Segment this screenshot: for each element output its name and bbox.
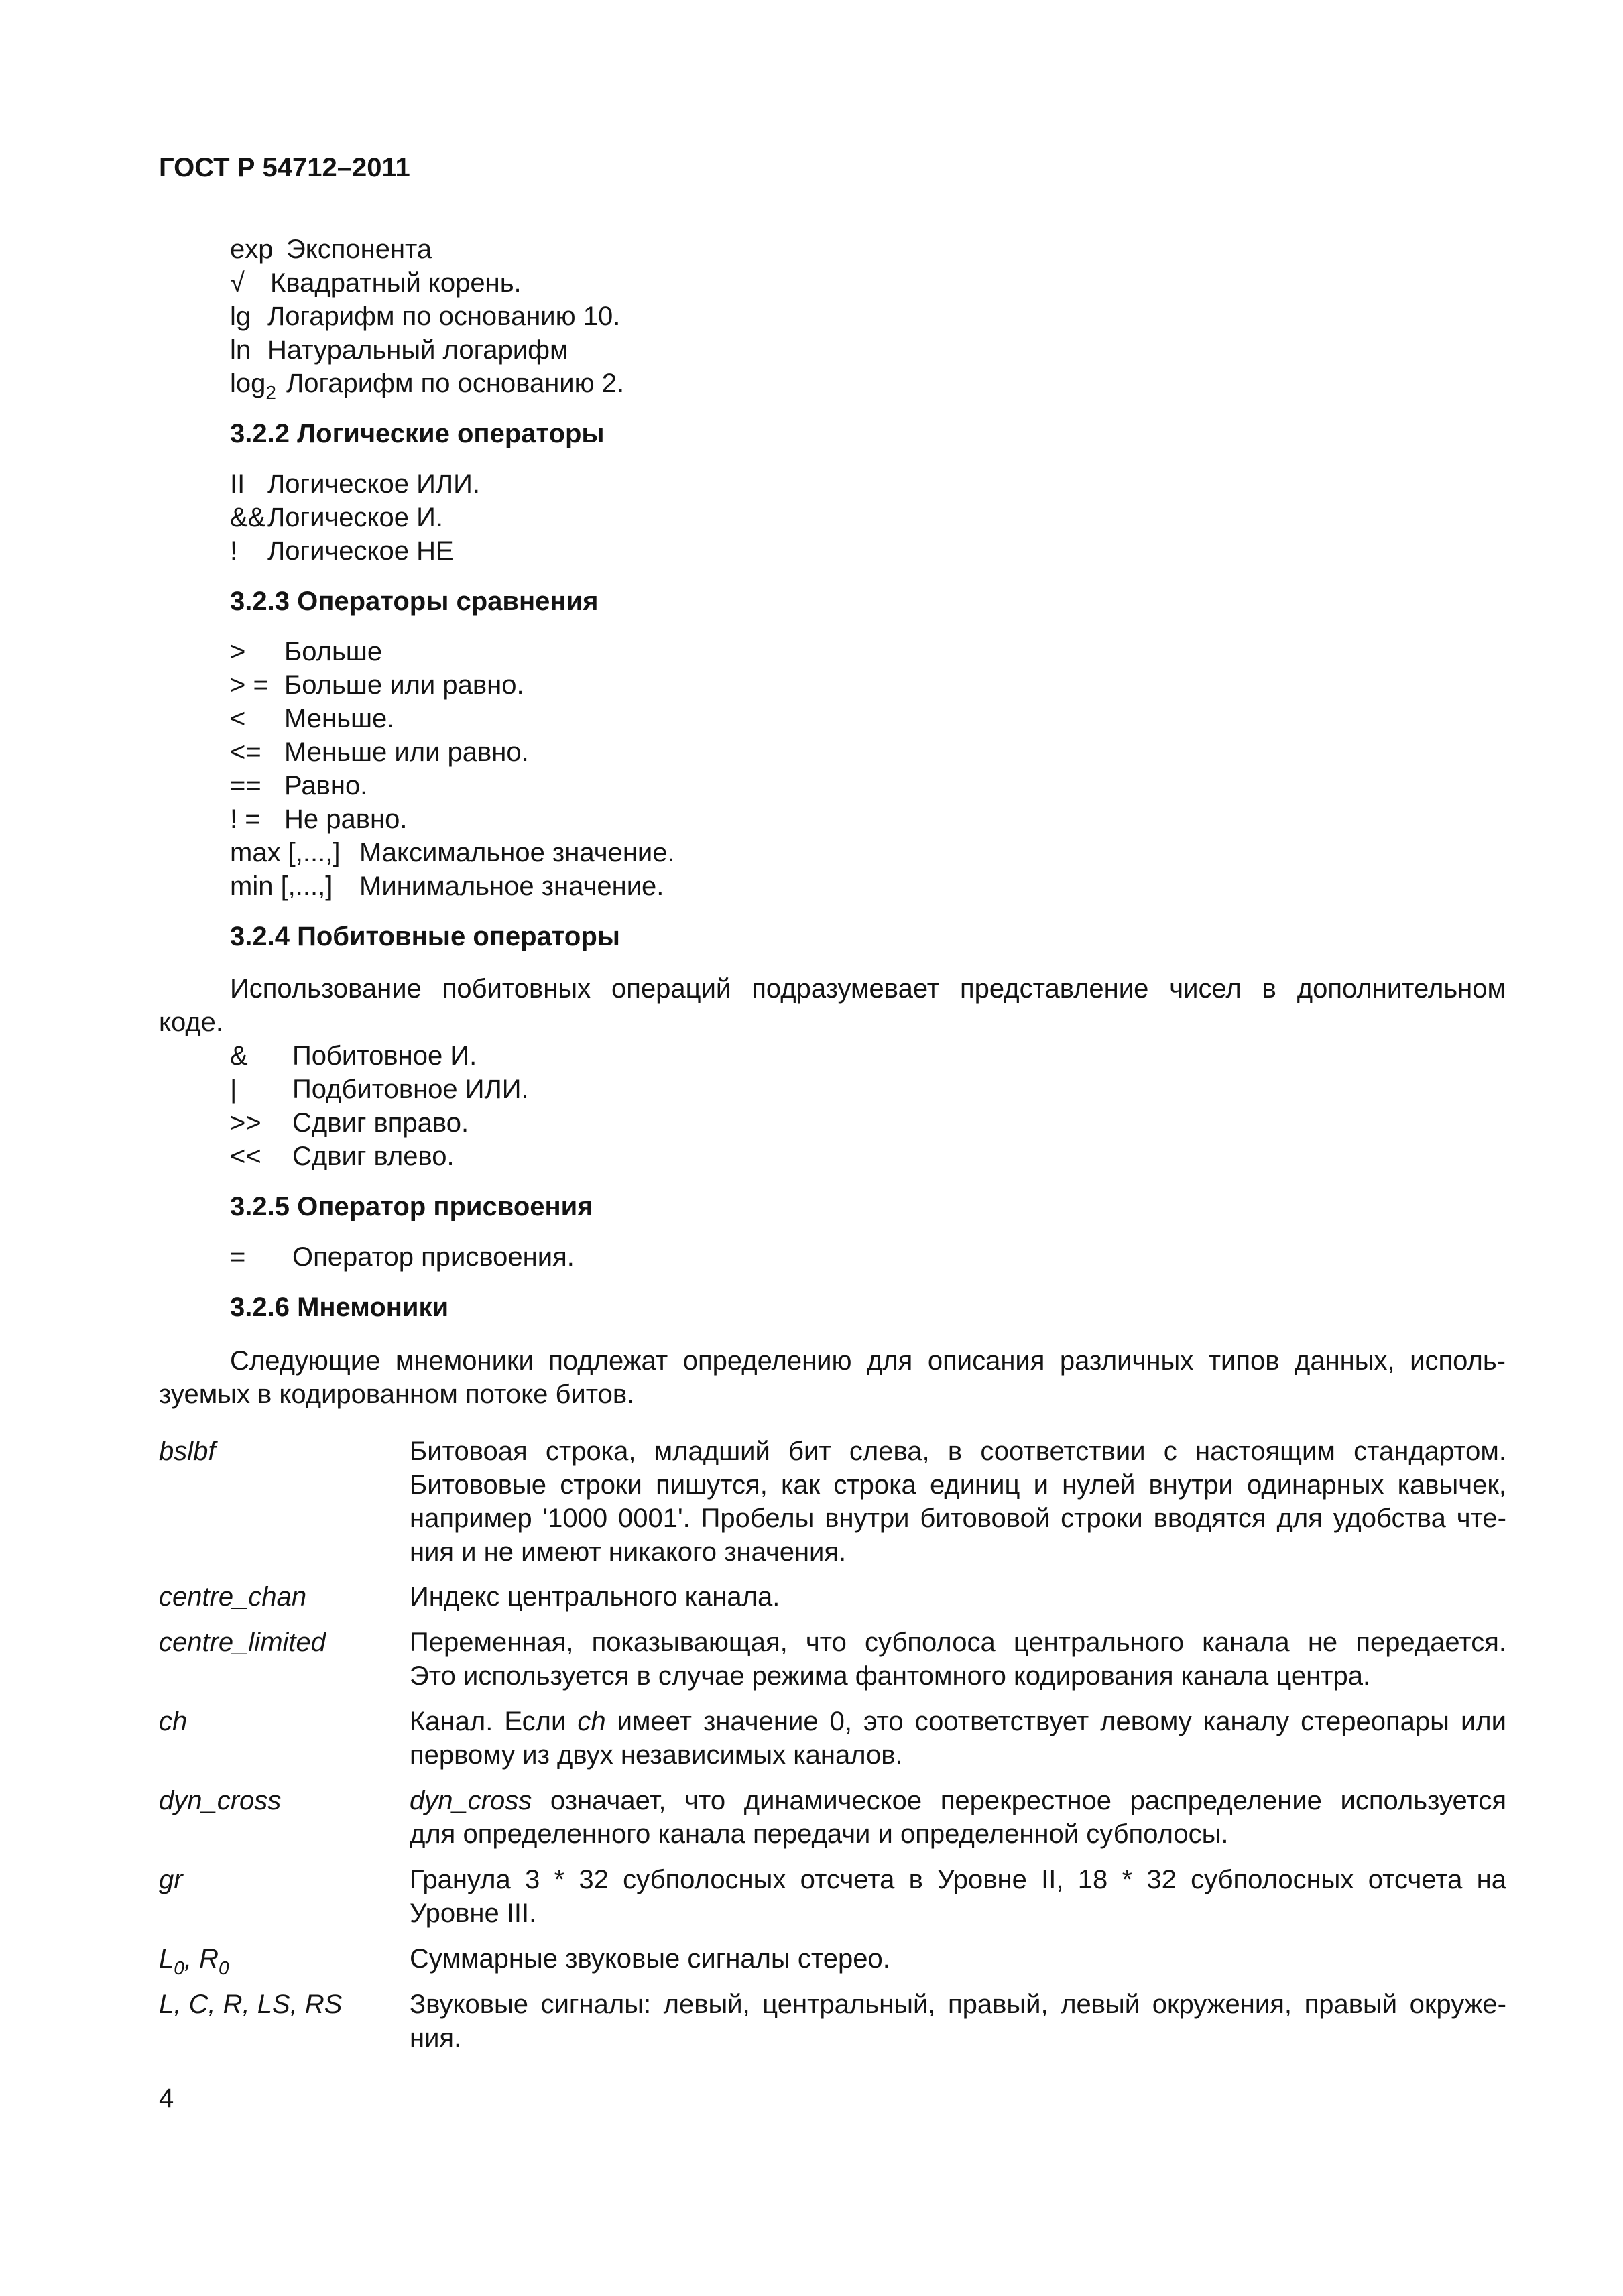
mnemonic-definition bbox=[410, 1942, 1506, 1976]
operator-symbol: ! = bbox=[230, 804, 261, 834]
paragraph-line: коде. bbox=[159, 1008, 224, 1037]
mnemonic-term: dyn_cross bbox=[159, 1786, 282, 1815]
definition-line: dyn_cross означает, что динамическое перекрестное распределение используется bbox=[410, 1786, 1506, 1815]
operator-symbol: min [,...,] bbox=[230, 871, 333, 901]
function-description: Логарифм по основанию 2. bbox=[286, 369, 625, 398]
operator-symbol: <= bbox=[230, 737, 261, 767]
operator-description: Равно. bbox=[284, 771, 368, 800]
operator-description: Оператор присвоения. bbox=[292, 1242, 575, 1272]
operator-symbol: == bbox=[230, 771, 261, 800]
inline-term: ch bbox=[577, 1707, 606, 1736]
definition-line: ния. bbox=[410, 2023, 462, 2053]
operator-description: Логическое ИЛИ. bbox=[267, 469, 480, 499]
operator-description: Больше bbox=[284, 637, 383, 666]
mnemonic-term: ch bbox=[159, 1707, 188, 1736]
mnemonic-definition bbox=[410, 1705, 1506, 1772]
subscript: 2 bbox=[265, 382, 276, 403]
operator-symbol: & bbox=[230, 1041, 248, 1071]
paragraph-line: Использование побитовных операций подразумевает представление чисел в дополнительном bbox=[230, 974, 1506, 1004]
definition-line: например '1000 0001'. Пробелы внутри битововой строки вводятся для удобства чте- bbox=[410, 1504, 1506, 1533]
operator-symbol: | bbox=[230, 1075, 237, 1104]
mnemonic-term: L, C, R, LS, RS bbox=[159, 1990, 343, 2019]
operator-description: Максимальное значение. bbox=[359, 838, 675, 867]
function-symbol: lg bbox=[230, 302, 251, 331]
operator-description: Не равно. bbox=[284, 804, 408, 834]
operator-symbol: II bbox=[230, 469, 245, 499]
mnemonic-term: gr bbox=[159, 1865, 183, 1894]
definition-line: Звуковые сигналы: левый, центральный, правый, левый окружения, правый окруже- bbox=[410, 1990, 1506, 2019]
operator-description: Минимальное значение. bbox=[359, 871, 664, 901]
operator-symbol: < bbox=[230, 704, 246, 733]
operator-description: Больше или равно. bbox=[284, 670, 524, 700]
operator-description: Меньше. bbox=[284, 704, 395, 733]
page-number: 4 bbox=[159, 2083, 174, 2113]
mnemonic-term: centre_chan bbox=[159, 1582, 307, 1612]
paragraph-line: Следующие мнемоники подлежат определению для описания различных типов данных, исполь- bbox=[230, 1346, 1506, 1376]
operator-symbol: << bbox=[230, 1142, 261, 1171]
operator-symbol: >> bbox=[230, 1108, 261, 1138]
operator-description: Подбитовное ИЛИ. bbox=[292, 1075, 529, 1104]
mnemonic-definition bbox=[410, 1784, 1506, 1851]
definition-line: Уровне III. bbox=[410, 1898, 537, 1928]
mnemonic-definition bbox=[410, 1863, 1506, 1930]
definition-line: для определенного канала передачи и определенной субполосы. bbox=[410, 1819, 1229, 1849]
function-description: Натуральный логарифм bbox=[267, 335, 568, 365]
function-symbol: exp bbox=[230, 235, 274, 264]
definition-line: Это используется в случае режима фантомного кодирования канала центра. bbox=[410, 1661, 1371, 1691]
section-heading: 3.2.4 Побитовные операторы bbox=[230, 922, 620, 951]
function-description: Логарифм по основанию 10. bbox=[267, 302, 621, 331]
definition-line: Битововые строки пишутся, как строка единиц и нулей внутри одинарных кавычек, bbox=[410, 1470, 1506, 1500]
function-symbol: ln bbox=[230, 335, 251, 365]
definition-line: ния и не имеют никакого значения. bbox=[410, 1537, 847, 1567]
section-heading: 3.2.3 Операторы сравнения bbox=[230, 587, 599, 616]
operator-description: Сдвиг вправо. bbox=[292, 1108, 469, 1138]
definition-line: Переменная, показывающая, что субполоса центрального канала не передается. bbox=[410, 1628, 1506, 1657]
mnemonic-term: $L_0$, $R_0$ bbox=[159, 1944, 229, 1978]
section-heading: 3.2.6 Мнемоники bbox=[230, 1292, 449, 1322]
definition-line: Гранула 3 * 32 субполосных отсчета в Уровне II, 18 * 32 субполосных отсчета на bbox=[410, 1865, 1506, 1894]
operator-symbol: > bbox=[230, 637, 246, 666]
operator-description: Логическое И. bbox=[267, 503, 443, 532]
document-header: ГОСТ Р 54712–2011 bbox=[159, 153, 410, 182]
operator-symbol: = bbox=[230, 1242, 246, 1272]
mnemonic-definition bbox=[410, 1435, 1506, 1569]
paragraph bbox=[159, 1344, 1506, 1411]
mnemonic-term: centre_limited bbox=[159, 1628, 326, 1657]
mnemonic-definition bbox=[410, 1580, 1506, 1614]
operator-description: Меньше или равно. bbox=[284, 737, 529, 767]
definition-line: Индекс центрального канала. bbox=[410, 1582, 780, 1612]
operator-symbol: ! bbox=[230, 536, 238, 566]
operator-symbol: && bbox=[230, 503, 266, 532]
operator-description: Сдвиг влево. bbox=[292, 1142, 455, 1171]
definition-line: первому из двух независимых каналов. bbox=[410, 1740, 903, 1770]
definition-line: Битовоая строка, младший бит слева, в соответствии с настоящим стандартом. bbox=[410, 1437, 1506, 1466]
mnemonic-term: bslbf bbox=[159, 1437, 216, 1466]
mnemonic-definition bbox=[410, 1988, 1506, 2055]
operator-description: Побитовное И. bbox=[292, 1041, 477, 1071]
operator-symbol: > = bbox=[230, 670, 269, 700]
function-symbol: $\log_2$ bbox=[230, 369, 276, 403]
function-description: Экспонента bbox=[286, 235, 432, 264]
mnemonic-definition bbox=[410, 1626, 1506, 1693]
paragraph bbox=[159, 972, 1506, 1039]
section-heading: 3.2.5 Оператор присвоения bbox=[230, 1192, 593, 1221]
section-heading: 3.2.2 Логические операторы bbox=[230, 419, 605, 448]
operator-description: Логическое НЕ bbox=[267, 536, 454, 566]
operator-symbol: max [,...,] bbox=[230, 838, 341, 867]
definition-line: Канал. Если ch имеет значение 0, это соответствует левому каналу стереопары или bbox=[410, 1707, 1506, 1736]
inline-term: dyn_cross bbox=[410, 1786, 532, 1815]
paragraph-line: зуемых в кодированном потоке битов. bbox=[159, 1380, 635, 1409]
definition-line: Суммарные звуковые сигналы стерео. bbox=[410, 1944, 890, 1974]
function-symbol: √ bbox=[230, 268, 245, 298]
function-description: Квадратный корень. bbox=[270, 268, 522, 298]
